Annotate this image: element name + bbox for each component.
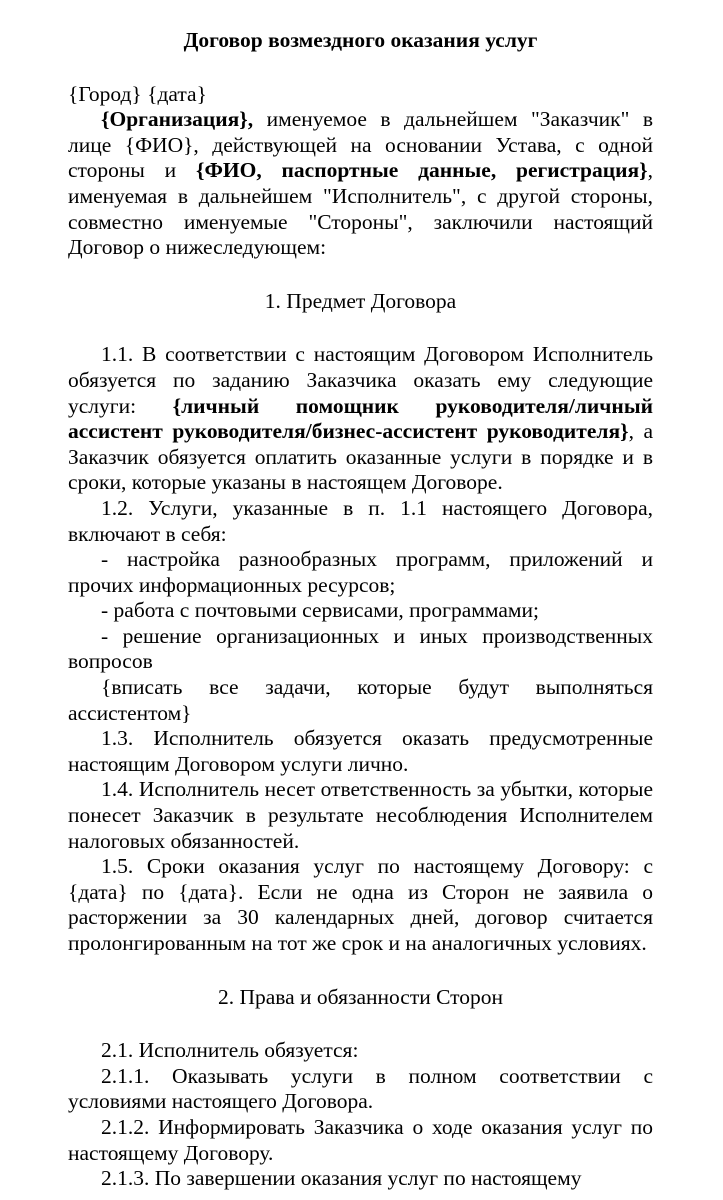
preamble-text-1: именуемое в дальнейшем "Заказчик" в лице {ФИО}, действующей на основании Устава, с одной стороны и [68, 107, 653, 183]
section-2-heading: 2. Права и обязанности Сторон [217, 984, 504, 1009]
section-1-heading: 1. Предмет Договора [264, 288, 457, 313]
list-item: - решение организационных и иных производственных вопросов [68, 623, 653, 674]
clause-1-1-text-a: 1.1. В соответствии с настоящим Договором Исполнитель обязуется по заданию Заказчика оказать ему следующие услуги: [68, 342, 653, 418]
clause-1-5: 1.5. Сроки оказания услуг по настоящему Договору: с {дата} по {дата}. Если не одна из Сторон не заявила о расторжении за 30 календарных дней, договор считается пролонгированным на тот же срок и на аналогичных условиях. [68, 854, 653, 955]
city-date: {Город} {дата} [68, 81, 207, 106]
list-item: - работа с почтовыми сервисами, программами; [101, 598, 539, 623]
preamble-paragraph [68, 107, 653, 261]
services-placeholder: {личный помощник руководителя/личный ассистент руководителя/бизнес-ассистент руководителя} [68, 393, 653, 444]
clause-1-4: 1.4. Исполнитель несет ответственность за убытки, которые понесет Заказчик в результате несоблюдения Исполнителем налоговых обязанностей. [68, 777, 653, 853]
clause-1-1 [68, 342, 653, 496]
document-page [68, 28, 653, 1192]
clause-2-1-1: 2.1.1. Оказывать услуги в полном соответствии с условиями настоящего Договора. [68, 1063, 653, 1114]
organization-placeholder: {Организация}, [101, 107, 254, 132]
preamble-text-2: , именуемая в дальнейшем "Исполнитель", с другой стороны, совместно именуемые "Стороны", заключили настоящий Договор о нижеследующем: [68, 158, 653, 260]
clause-2-1: 2.1. Исполнитель обязуется: [101, 1038, 359, 1063]
clause-1-2: 1.2. Услуги, указанные в п. 1.1 настоящего Договора, включают в себя: [68, 495, 653, 546]
document-title: Договор возмездного оказания услуг [183, 28, 538, 52]
executor-placeholder: {ФИО, паспортные данные, регистрация} [195, 158, 648, 183]
clause-1-1-text-c: , а Заказчик обязуется оплатить оказанные услуги в порядке и в сроки, которые указаны в настоящем Договоре. [68, 419, 654, 495]
list-item: - настройка разнообразных программ, приложений и прочих информационных ресурсов; [68, 547, 653, 597]
clause-1-3: 1.3. Исполнитель обязуется оказать предусмотренные настоящим Договором услуги лично. [68, 726, 653, 776]
tasks-placeholder: {вписать все задачи, которые будут выполняться ассистентом} [68, 675, 653, 725]
clause-2-1-2: 2.1.2. Информировать Заказчика о ходе оказания услуг по настоящему Договору. [68, 1114, 653, 1165]
clause-2-1-3: 2.1.3. По завершении оказания услуг по настоящему [101, 1166, 582, 1191]
